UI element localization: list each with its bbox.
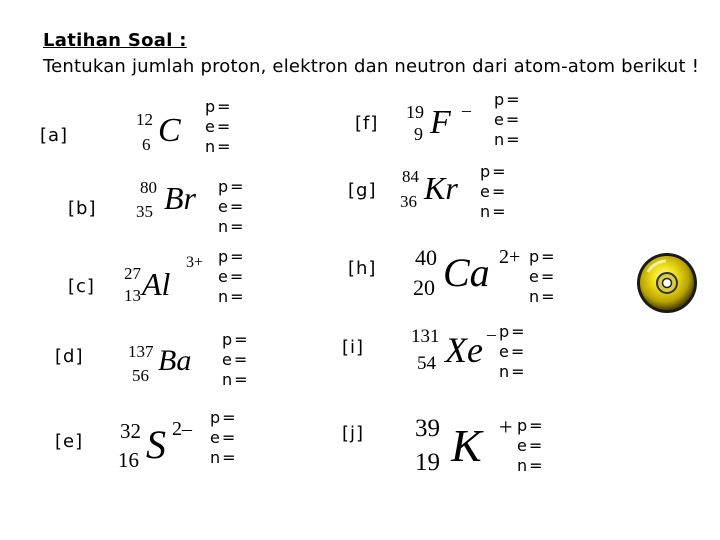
mass-number: 12 (136, 110, 153, 129)
item-label-j: [j] (342, 423, 365, 444)
mass-number: 84 (402, 167, 419, 186)
answer-block-d (222, 330, 250, 390)
item-label-d: [d] (55, 346, 84, 367)
mass-number: 80 (140, 178, 157, 197)
item-label-f: [f] (355, 113, 379, 134)
neutron-label: n= (499, 362, 527, 381)
mass-number: 40 (415, 245, 437, 270)
proton-label: p= (494, 90, 522, 109)
element-symbol: Xe (445, 330, 483, 370)
electron-label: e= (222, 350, 250, 369)
neutron-label: n= (218, 217, 246, 236)
neutron-label: n= (529, 287, 557, 306)
atom-notation-h (413, 243, 533, 303)
atom-notation-e (118, 417, 218, 473)
electron-label: e= (529, 267, 557, 286)
electron-label: e= (499, 342, 527, 361)
mass-number: 131 (411, 326, 440, 347)
answer-block-c (218, 247, 246, 307)
electron-label: e= (218, 197, 246, 216)
ion-charge: – (487, 324, 496, 344)
answer-block-f (494, 90, 522, 150)
ion-charge: + (499, 415, 513, 441)
page-title: Latihan Soal : (43, 30, 187, 51)
instruction-text: Tentukan jumlah proton, elektron dan neutron dari atom-atom berikut ! (43, 56, 700, 77)
proton-label: p= (218, 177, 246, 196)
answer-block-e (210, 408, 238, 468)
answer-block-j (517, 416, 545, 476)
mass-number: 137 (128, 342, 154, 361)
electron-label: e= (494, 110, 522, 129)
neutron-label: n= (494, 130, 522, 149)
answer-block-a (205, 97, 233, 157)
item-label-g: [g] (348, 180, 377, 201)
atom-notation-j (415, 413, 525, 479)
neutron-label: n= (218, 287, 246, 306)
neutron-label: n= (205, 137, 233, 156)
atomic-number: 35 (136, 202, 153, 221)
ion-charge: 2+ (499, 246, 521, 268)
proton-label: p= (218, 247, 246, 266)
element-symbol: Br (164, 180, 196, 216)
electron-label: e= (517, 436, 545, 455)
proton-label: p= (480, 162, 508, 181)
element-symbol: F (430, 104, 451, 141)
mass-number: 27 (124, 264, 141, 283)
mass-number: 39 (415, 415, 440, 442)
neutron-label: n= (480, 202, 508, 221)
atomic-number: 56 (132, 366, 149, 385)
cd-disc-icon[interactable] (636, 252, 698, 314)
proton-label: p= (517, 416, 545, 435)
atom-notation-i (411, 324, 511, 380)
atomic-number: 13 (124, 286, 141, 305)
answer-block-b (218, 177, 246, 237)
element-symbol: C (158, 112, 181, 149)
ion-charge: 2– (172, 418, 192, 440)
proton-label: p= (205, 97, 233, 116)
atomic-number: 20 (413, 275, 435, 300)
atomic-number: 19 (415, 449, 440, 476)
answer-block-g (480, 162, 508, 222)
electron-label: e= (480, 182, 508, 201)
electron-label: e= (205, 117, 233, 136)
answer-block-i (499, 322, 527, 382)
atom-notation-g (400, 167, 480, 217)
neutron-label: n= (517, 456, 545, 475)
atomic-number: 36 (400, 192, 417, 211)
atomic-number: 54 (417, 353, 436, 374)
atom-notation-f (406, 100, 486, 150)
atom-notation-d (128, 340, 208, 390)
element-symbol: Al (142, 266, 171, 302)
atomic-number: 9 (414, 124, 423, 144)
atom-notation-a (130, 110, 200, 160)
atomic-number: 6 (142, 135, 151, 154)
ion-charge: – (462, 100, 471, 120)
answer-block-h (529, 247, 557, 307)
element-symbol: Ba (158, 344, 192, 377)
neutron-label: n= (222, 370, 250, 389)
electron-label: e= (218, 267, 246, 286)
atom-notation-b (136, 178, 216, 228)
electron-label: e= (210, 428, 238, 447)
proton-label: p= (529, 247, 557, 266)
proton-label: p= (499, 322, 527, 341)
element-symbol: K (451, 420, 482, 471)
atomic-number: 16 (118, 448, 139, 472)
item-label-c: [c] (68, 276, 95, 297)
neutron-label: n= (210, 448, 238, 467)
item-label-h: [h] (348, 258, 377, 279)
proton-label: p= (210, 408, 238, 427)
mass-number: 32 (120, 419, 141, 443)
mass-number: 19 (406, 102, 424, 122)
item-label-i: [i] (342, 337, 365, 358)
ion-charge: 3+ (186, 254, 204, 271)
item-label-a: [a] (40, 125, 69, 146)
item-label-b: [b] (68, 198, 97, 219)
item-label-e: [e] (55, 431, 84, 452)
proton-label: p= (222, 330, 250, 349)
element-symbol: Kr (424, 170, 458, 206)
element-symbol: Ca (443, 250, 490, 295)
element-symbol: S (146, 422, 166, 467)
atom-notation-c (122, 254, 212, 310)
